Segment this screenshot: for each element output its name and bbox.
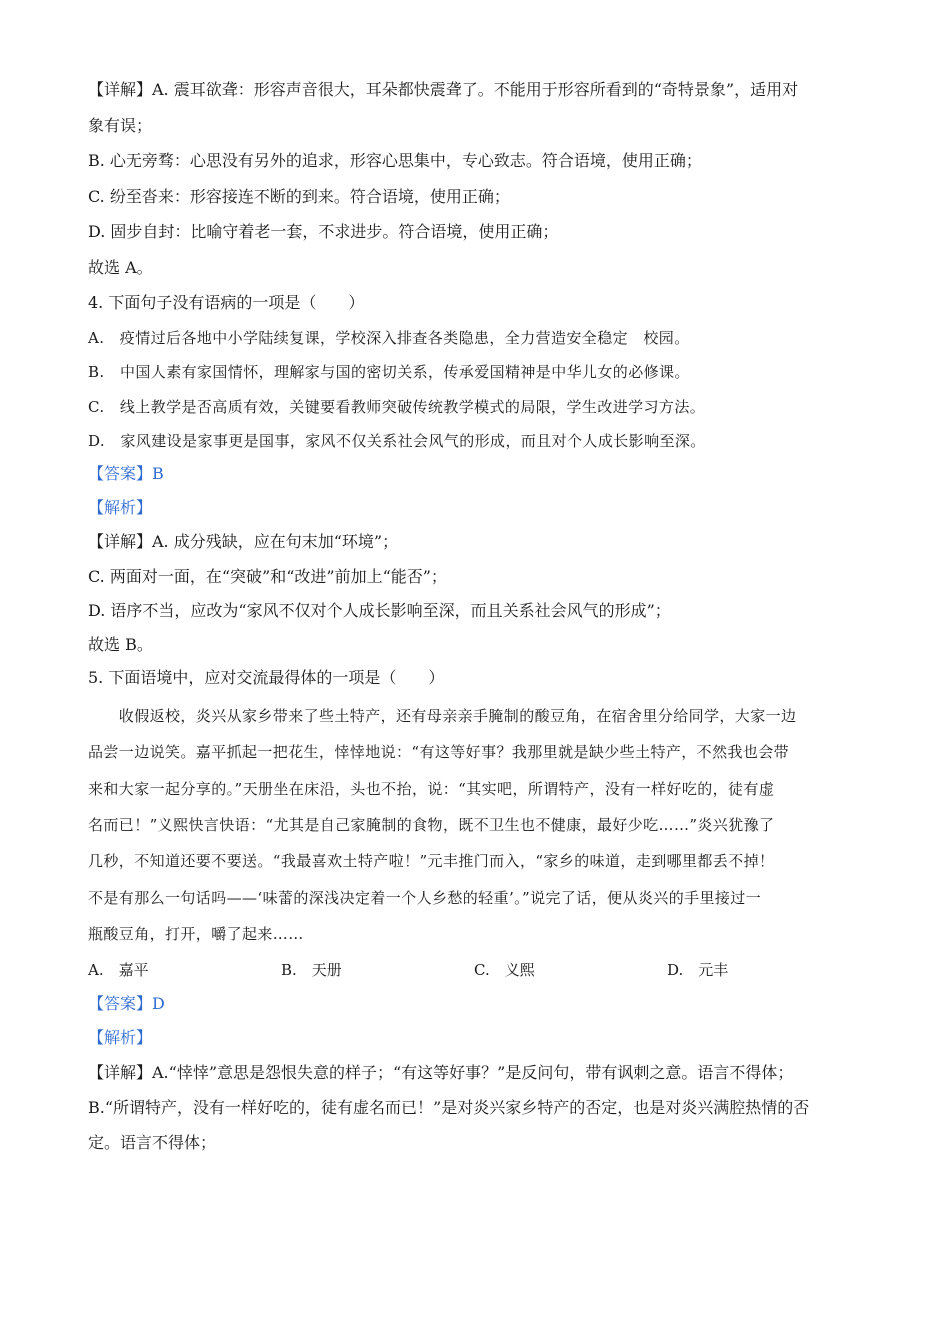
passage-line: 来和大家一起分享的。”天册坐在床沿，头也不抬，说：“其实吧，所谓特产，没有一样好吃的，徒有虚 bbox=[88, 780, 775, 798]
conclusion-line: 故选 A。 bbox=[88, 258, 153, 277]
question-4-option-c: C. 线上教学是否高质有效，关键要看教师突破传统教学模式的局限，学生改进学习方法。 bbox=[88, 398, 706, 416]
question-5-option-c: C. 义熙 bbox=[474, 961, 535, 979]
answer-label: 【答案】B bbox=[88, 464, 164, 483]
passage-line: 品尝一边说笑。嘉平抓起一把花生，悻悻地说：“有这等好事？我那里就是缺少些土特产，不然我也会带 bbox=[88, 743, 790, 761]
question-5-options bbox=[88, 959, 908, 981]
question-5-option-a: A. 嘉平 bbox=[88, 961, 149, 979]
passage-line: 几秒，不知道还要不要送。“我最喜欢土特产啦！”元丰推门而入，“家乡的味道，走到哪里都丢不掉！ bbox=[88, 852, 775, 870]
passage-line: 瓶酸豆角，打开，嚼了起来…… bbox=[88, 925, 304, 943]
question-5-option-d: D. 元丰 bbox=[667, 961, 729, 979]
passage-line: 收假返校，炎兴从家乡带来了些土特产，还有母亲亲手腌制的酸豆角，在宿舍里分给同学，大家一边 bbox=[88, 707, 797, 725]
explanation-line: 【详解】A. 成分残缺，应在句末加“环境”； bbox=[88, 532, 399, 551]
question-4-option-b: B. 中国人素有家国情怀，理解家与国的密切关系，传承爱国精神是中华儿女的必修课。 bbox=[88, 363, 690, 381]
analysis-label: 【解析】 bbox=[88, 1028, 153, 1047]
explanation-line: C. 纷至沓来：形容接连不断的到来。符合语境，使用正确； bbox=[88, 187, 510, 206]
passage-line: 名而已！”义熙快言快语：“尤其是自己家腌制的食物，既不卫生也不健康，最好少吃……”炎兴犹豫了 bbox=[88, 816, 775, 834]
question-4-stem: 4. 下面句子没有语病的一项是（ ） bbox=[88, 293, 365, 312]
question-4-option-a: A. 疫情过后各地中小学陆续复课，学校深入排查各类隐患，全力营造安全稳定 校园。 bbox=[88, 329, 690, 347]
explanation-line: D. 固步自封：比喻守着老一套，不求进步。符合语境，使用正确； bbox=[88, 222, 559, 241]
explanation-line: B. 心无旁骛：心思没有另外的追求，形容心思集中，专心致志。符合语境，使用正确； bbox=[88, 151, 702, 170]
explanation-line: B.“所谓特产，没有一样好吃的，徒有虚名而已！”是对炎兴家乡特产的否定，也是对炎兴满腔热情的否 bbox=[88, 1098, 810, 1117]
explanation-line: C. 两面对一面，在“突破”和“改进”前加上“能否”； bbox=[88, 567, 447, 586]
question-5-option-b: B. 天册 bbox=[281, 961, 342, 979]
answer-label: 【答案】D bbox=[88, 994, 165, 1013]
question-4-option-d: D. 家风建设是家事更是国事，家风不仅关系社会风气的形成，而且对个人成长影响至深。 bbox=[88, 432, 706, 450]
explanation-line: 【详解】A.“悻悻”意思是怨恨失意的样子；“有这等好事？”是反问句，带有讽刺之意。语言不得体； bbox=[88, 1063, 794, 1082]
question-5-stem: 5. 下面语境中，应对交流最得体的一项是（ ） bbox=[88, 668, 445, 687]
explanation-line: 定。语言不得体； bbox=[88, 1133, 217, 1152]
explanation-line: 象有误； bbox=[88, 116, 153, 135]
analysis-label: 【解析】 bbox=[88, 498, 153, 517]
conclusion-line: 故选 B。 bbox=[88, 635, 153, 654]
passage-line: 不是有那么一句话吗——‘味蕾的深浅决定着一个人乡愁的轻重’。”说完了话，便从炎兴的手里接过一 bbox=[88, 889, 762, 907]
explanation-line: 【详解】A. 震耳欲聋：形容声音很大，耳朵都快震聋了。不能用于形容所看到的“奇特景象”，适用对 bbox=[88, 80, 799, 99]
explanation-line: D. 语序不当，应改为“家风不仅对个人成长影响至深，而且关系社会风气的形成”； bbox=[88, 601, 671, 620]
